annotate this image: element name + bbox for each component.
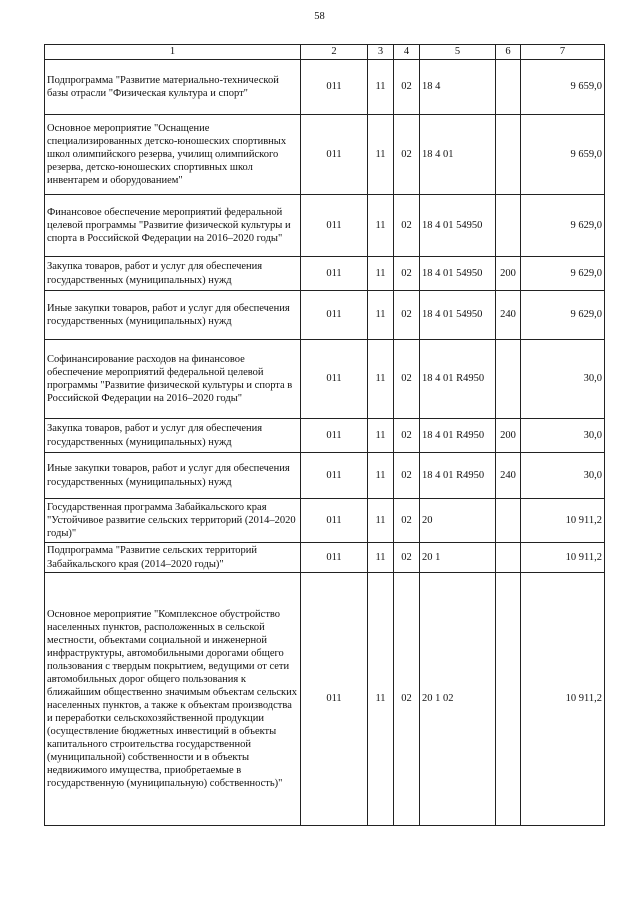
row-grbs-code: 011 [301,115,368,195]
row-section-code: 11 [368,60,394,115]
row-amount: 10 911,2 [521,499,605,543]
row-subsection-code: 02 [394,115,420,195]
row-description: Основное мероприятие "Комплексное обустройство населенных пунктов, расположенных в сельской местности, объектами социальной и инженерной инфраструктуры, автомобильными дорогами общего пользования с твердым покрытием, ведущими от сети автомобильных дорог общего пользования к ближайшим общественно значимым объектам сельских населенных пунктов, а также к объектам производства и переработки сельскохозяйственной продукции (осуществление бюджетных инвестиций в объекты капитального строительства государственной (муниципальной) собственности и в объекты недвижимого имущества, приобретаемые в государственную (муниципальную) собственность)" [45,573,301,826]
row-grbs-code: 011 [301,195,368,257]
row-target-article: 18 4 [420,60,496,115]
row-section-code: 11 [368,419,394,453]
row-expense-type [496,60,521,115]
row-amount: 9 629,0 [521,291,605,340]
row-expense-type: 240 [496,291,521,340]
row-subsection-code: 02 [394,195,420,257]
row-grbs-code: 011 [301,291,368,340]
table-row [45,291,605,340]
row-expense-type: 200 [496,257,521,291]
table-row [45,499,605,543]
row-grbs-code: 011 [301,453,368,499]
row-section-code: 11 [368,195,394,257]
row-description: Подпрограмма "Развитие сельских территорий Забайкальского края (2014–2020 годы)" [45,543,301,573]
row-grbs-code: 011 [301,60,368,115]
row-expense-type [496,195,521,257]
row-target-article: 20 1 [420,543,496,573]
row-subsection-code: 02 [394,419,420,453]
row-section-code: 11 [368,499,394,543]
row-grbs-code: 011 [301,499,368,543]
row-amount: 9 629,0 [521,195,605,257]
header-col-4: 4 [394,45,420,60]
row-expense-type [496,340,521,419]
row-section-code: 11 [368,573,394,826]
row-subsection-code: 02 [394,573,420,826]
row-target-article: 18 4 01 R4950 [420,340,496,419]
header-col-5: 5 [420,45,496,60]
row-description: Закупка товаров, работ и услуг для обеспечения государственных (муниципальных) нужд [45,419,301,453]
row-expense-type: 240 [496,453,521,499]
table-row [45,60,605,115]
row-section-code: 11 [368,543,394,573]
row-expense-type: 200 [496,419,521,453]
row-expense-type [496,573,521,826]
row-description: Закупка товаров, работ и услуг для обеспечения государственных (муниципальных) нужд [45,257,301,291]
row-section-code: 11 [368,257,394,291]
header-col-6: 6 [496,45,521,60]
row-amount: 30,0 [521,453,605,499]
header-col-7: 7 [521,45,605,60]
row-expense-type [496,543,521,573]
row-subsection-code: 02 [394,453,420,499]
budget-table [44,44,605,826]
row-subsection-code: 02 [394,543,420,573]
row-subsection-code: 02 [394,499,420,543]
row-expense-type [496,115,521,195]
row-subsection-code: 02 [394,257,420,291]
header-col-3: 3 [368,45,394,60]
row-section-code: 11 [368,291,394,340]
row-target-article: 18 4 01 54950 [420,195,496,257]
row-grbs-code: 011 [301,573,368,826]
row-subsection-code: 02 [394,291,420,340]
table-row [45,257,605,291]
row-target-article: 20 [420,499,496,543]
table-row [45,340,605,419]
row-description: Иные закупки товаров, работ и услуг для обеспечения государственных (муниципальных) нужд [45,291,301,340]
page-number: 58 [314,11,325,22]
row-amount: 9 629,0 [521,257,605,291]
row-target-article: 18 4 01 54950 [420,291,496,340]
row-section-code: 11 [368,115,394,195]
row-expense-type [496,499,521,543]
table-row [45,419,605,453]
row-grbs-code: 011 [301,257,368,291]
row-amount: 9 659,0 [521,60,605,115]
table-row [45,543,605,573]
row-description: Подпрограмма "Развитие материально-технической базы отрасли "Физическая культура и спорт" [45,60,301,115]
row-grbs-code: 011 [301,543,368,573]
row-subsection-code: 02 [394,60,420,115]
row-amount: 9 659,0 [521,115,605,195]
row-description: Иные закупки товаров, работ и услуг для обеспечения государственных (муниципальных) нужд [45,453,301,499]
row-amount: 30,0 [521,419,605,453]
row-description: Софинансирование расходов на финансовое обеспечение мероприятий федеральной целевой программы "Развитие физической культуры и спорта в Российской Федерации на 2016–2020 годы" [45,340,301,419]
row-target-article: 18 4 01 R4950 [420,419,496,453]
row-subsection-code: 02 [394,340,420,419]
row-description: Финансовое обеспечение мероприятий федеральной целевой программы "Развитие физической культуры и спорта в Российской Федерации на 2016–2020 годы" [45,195,301,257]
row-section-code: 11 [368,340,394,419]
row-description: Основное мероприятие "Оснащение специализированных детско-юношеских спортивных школ олимпийского резерва, училищ олимпийского резерва, детско-юношеских спортивных школ инвентарем и оборудованием" [45,115,301,195]
row-section-code: 11 [368,453,394,499]
row-target-article: 18 4 01 [420,115,496,195]
row-target-article: 18 4 01 R4950 [420,453,496,499]
header-col-1: 1 [45,45,301,60]
row-amount: 10 911,2 [521,573,605,826]
row-amount: 10 911,2 [521,543,605,573]
row-grbs-code: 011 [301,340,368,419]
table-row [45,453,605,499]
row-description: Государственная программа Забайкальского края "Устойчивое развитие сельских территорий (2014–2020 годы)" [45,499,301,543]
table-header-row [45,45,605,60]
table-row [45,195,605,257]
table-row [45,115,605,195]
table-row [45,573,605,826]
header-col-2: 2 [301,45,368,60]
row-amount: 30,0 [521,340,605,419]
row-grbs-code: 011 [301,419,368,453]
row-target-article: 18 4 01 54950 [420,257,496,291]
row-target-article: 20 1 02 [420,573,496,826]
